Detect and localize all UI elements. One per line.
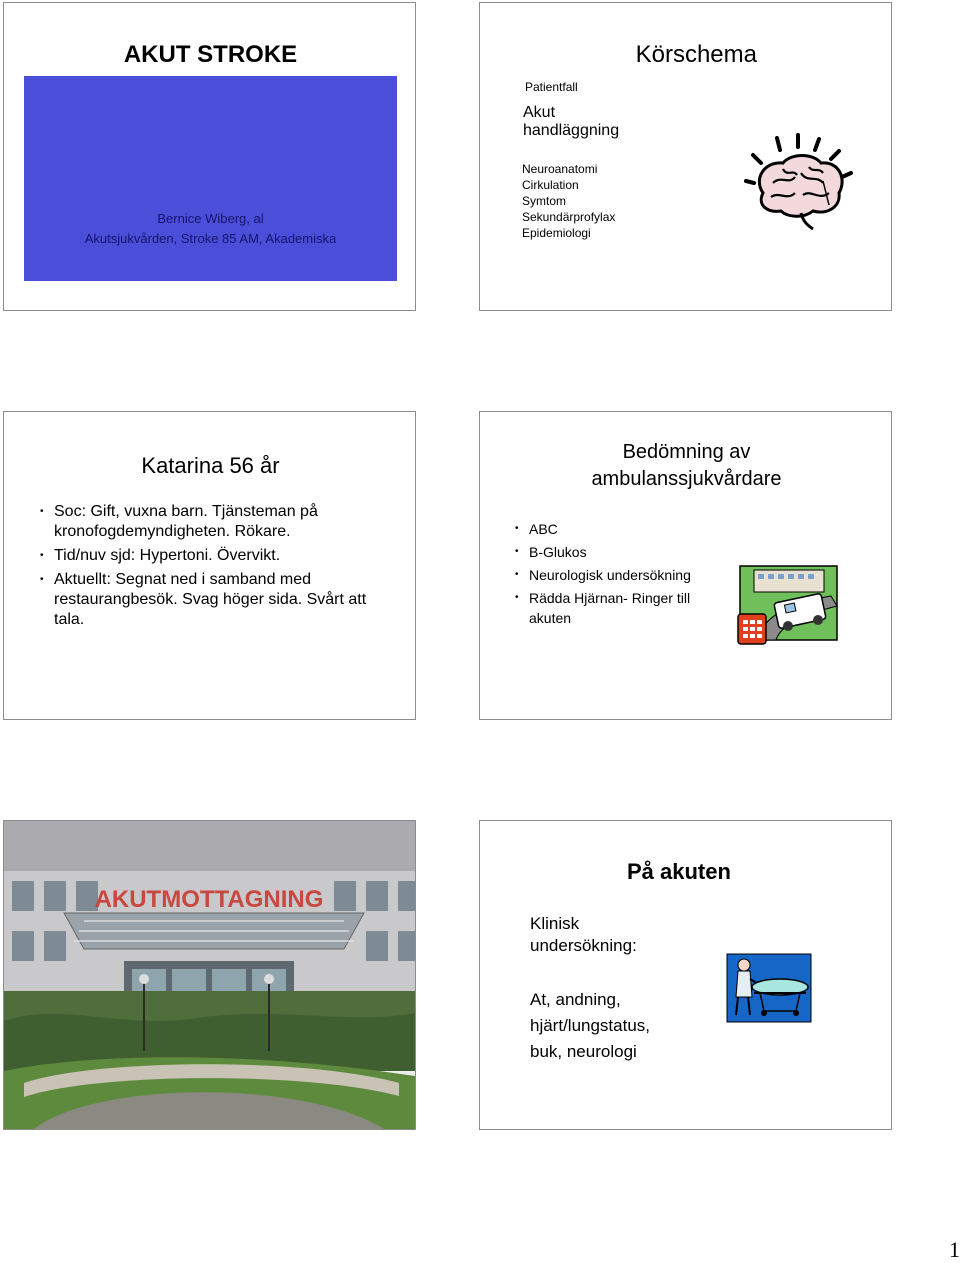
author-block [24, 209, 397, 249]
slide-title: På akuten [627, 859, 731, 884]
bullet-item [40, 502, 400, 542]
title-color-box [24, 76, 397, 281]
bullet-list [40, 502, 400, 634]
bullet-icon: • [515, 546, 519, 557]
bullet-text: B-Glukos [529, 544, 587, 560]
slide-title: Katarina 56 år [141, 453, 280, 478]
brain-clipart-icon [743, 133, 863, 233]
bullet-icon: • [515, 523, 519, 534]
author-name: Bernice Wiberg, al [157, 211, 264, 226]
title-line: ambulanssjukvårdare [591, 468, 782, 490]
slide-title: AKUT STROKE [123, 41, 298, 68]
slide-4 [479, 411, 892, 720]
bullet-list [515, 519, 735, 631]
bullet-text: Aktuellt: Segnat ned i samband med restaurangbesök. Svag höger sida. Svårt att tala. [54, 571, 367, 628]
bullet-icon: • [515, 569, 519, 580]
slide-6 [479, 820, 892, 1130]
exam-list [530, 987, 650, 1065]
patient-label: Patientfall [525, 80, 578, 94]
bullet-text: Tid/nuv sjd: Hypertoni. Övervikt. [54, 547, 281, 564]
exam-line: buk, neurologi [530, 1042, 637, 1061]
topic-item: Neuroanatomi [522, 162, 598, 176]
slide-1 [3, 2, 416, 311]
page-number: 1 [949, 1237, 960, 1262]
ambulance-hospital-clipart-icon [736, 562, 841, 647]
bullet-icon: • [40, 506, 44, 517]
topic-item: Cirkulation [522, 178, 579, 192]
bullet-text: Rädda Hjärnan- Ringer till akuten [529, 590, 691, 626]
bullet-item [40, 546, 400, 566]
slide-2 [479, 2, 892, 311]
slide-5-photo [3, 820, 416, 1130]
akut-line: handläggning [523, 122, 620, 139]
author-affiliation: Akutsjukvården, Stroke 85 AM, Akademiska [84, 231, 337, 246]
bullet-item [515, 565, 735, 585]
topic-list [522, 161, 615, 241]
title-line: Bedömning av [622, 441, 751, 463]
topic-item: Sekundärprofylax [522, 210, 616, 224]
bullet-item [515, 588, 735, 628]
slide-3 [3, 411, 416, 720]
exam-line: hjärt/lungstatus, [530, 1016, 651, 1035]
stretcher-clipart-icon [726, 953, 812, 1023]
hospital-entrance-photo [4, 821, 415, 1129]
exam-heading-line: Klinisk [530, 914, 580, 933]
exam-heading-line: undersökning: [530, 936, 637, 955]
bullet-text: Neurologisk undersökning [529, 567, 691, 583]
topic-item: Symtom [522, 194, 567, 208]
bullet-text: ABC [529, 521, 558, 537]
bullet-item [515, 542, 735, 562]
exam-line: At, andning, [530, 990, 621, 1009]
akut-line: Akut [523, 104, 556, 121]
bullet-icon: • [515, 592, 519, 603]
sign-text: AKUTMOTTAGNING [94, 886, 324, 913]
bullet-item [515, 519, 735, 539]
slide-title: Körschema [635, 41, 757, 68]
topic-item: Epidemiologi [522, 226, 591, 240]
exam-heading [530, 913, 637, 957]
bullet-text: Soc: Gift, vuxna barn. Tjänsteman på kronofogdemyndigheten. Rökare. [54, 503, 318, 540]
bullet-item [40, 570, 400, 630]
akut-heading [523, 104, 619, 140]
slide-title [480, 439, 892, 493]
bullet-icon: • [40, 574, 44, 585]
bullet-icon: • [40, 550, 44, 561]
